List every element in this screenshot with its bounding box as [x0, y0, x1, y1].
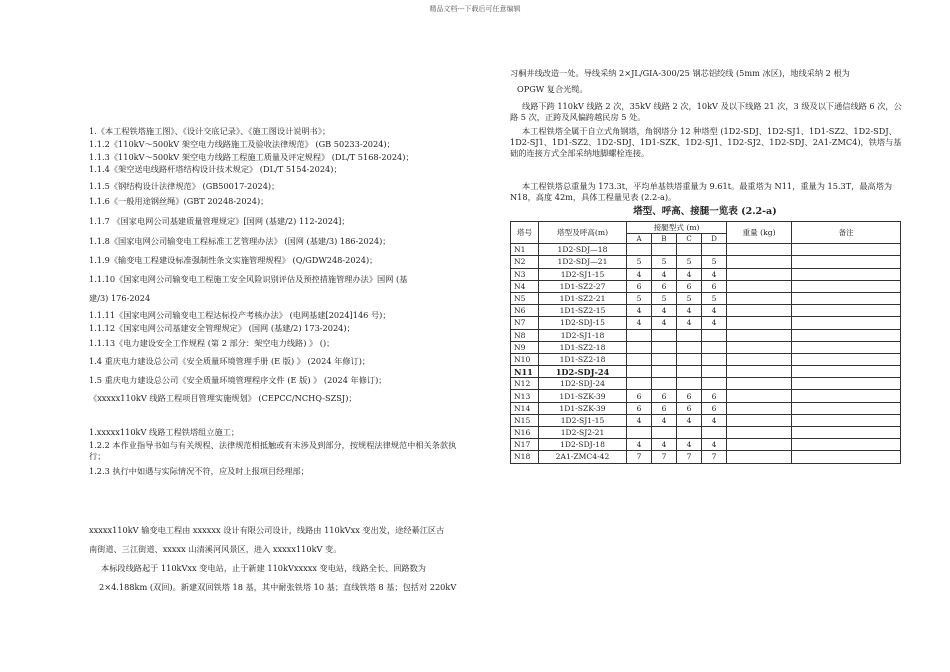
ref-line: 建/3) 176-2024 [89, 293, 151, 303]
cell-leg-b: 4 [652, 305, 677, 317]
table-row [511, 329, 901, 341]
overview-line: 2×4.188km (双回)。新建双回铁塔 18 基，其中耐张铁塔 10 基；直线铁塔 8 基；包括对 220kV [99, 582, 457, 592]
ref-line: 1.1.2《110kV～500kV 架空电力线路施工及验收法律规范》 (GB 50233-2024)； [89, 139, 395, 149]
cell-leg-a: 6 [627, 402, 652, 414]
cell-note [792, 341, 901, 353]
cell-leg-d: 4 [702, 268, 727, 280]
cell-note [792, 451, 901, 463]
cell-leg-b: 4 [652, 439, 677, 451]
cell-note [792, 244, 901, 256]
cell-leg-c [677, 329, 702, 341]
cell-note [792, 268, 901, 280]
cell-note [792, 317, 901, 329]
cell-tower-type: 1D1-SZK-39 [539, 390, 627, 402]
cell-leg-c: 5 [677, 292, 702, 304]
cell-leg-c: 4 [677, 268, 702, 280]
cell-leg-c [677, 353, 702, 365]
cell-weight [727, 402, 792, 414]
cell-leg-c: 6 [677, 280, 702, 292]
table-row [511, 292, 901, 304]
cell-weight [727, 305, 792, 317]
table-row [511, 378, 901, 390]
cell-leg-d: 4 [702, 439, 727, 451]
cell-leg-d [702, 378, 727, 390]
cell-leg-c: 4 [677, 439, 702, 451]
cell-tower-no: N6 [511, 305, 539, 317]
table-row [511, 268, 901, 280]
cell-leg-b: 7 [652, 451, 677, 463]
cell-leg-d: 6 [702, 280, 727, 292]
cell-leg-d [702, 244, 727, 256]
cell-weight [727, 366, 792, 378]
cell-tower-type: 2A1-ZMC4-42 [539, 451, 627, 463]
cell-note [792, 329, 901, 341]
cell-leg-d: 6 [702, 390, 727, 402]
cell-note [792, 256, 901, 268]
cell-leg-b [652, 329, 677, 341]
cell-note [792, 305, 901, 317]
cell-tower-no: N14 [511, 402, 539, 414]
table-row [511, 256, 901, 268]
ref-line: 1.1.13《电力建设安全工作规程 (第 2 部分：架空电力线路) 》 ()； [89, 338, 335, 348]
cell-leg-a [627, 244, 652, 256]
cell-leg-b [652, 427, 677, 439]
cell-tower-type: 1D2-SJ1-15 [539, 268, 627, 280]
org-line: 1.xxxxx110kV 线路工程铁塔组立施工； [89, 427, 240, 437]
cell-tower-no: N7 [511, 317, 539, 329]
cell-leg-a: 4 [627, 305, 652, 317]
cell-leg-c [677, 427, 702, 439]
cell-leg-d: 4 [702, 317, 727, 329]
col-header-weight: 重量 (kg) [727, 222, 792, 244]
col-header-a: A [627, 234, 652, 244]
table-row [511, 317, 901, 329]
cell-weight [727, 268, 792, 280]
cell-leg-c: 4 [677, 317, 702, 329]
desc-paragraph: 本工程铁塔全属于自立式角钢塔，角钢塔分 12 种塔型 (1D2-SDJ、1D2-SJ1、1D1-SZ2、1D2-SDJ、1D2-SJ1、1D1-SZ2、1D2-SDJ、1D1-SZK、1D2-SJ1、1D2-SJ2、1D2-SDJ、2A1-ZMC4)，铁塔与基础的连接方式全部采纳地脚螺栓连接。 [510, 126, 902, 158]
cell-tower-no: N12 [511, 378, 539, 390]
cell-weight [727, 439, 792, 451]
cell-tower-no: N18 [511, 451, 539, 463]
org-line: 1.2.2 本作业指导书如与有关规程、法律规范相抵触或有未涉及到部分，按规程法律规范中相关条款执行； [89, 440, 457, 461]
cell-leg-b: 4 [652, 317, 677, 329]
cell-leg-c: 6 [677, 402, 702, 414]
desc-line: OPGW 复合光缆。 [517, 84, 588, 94]
ref-line: 1.1.7 《国家电网公司基建质量管理规定》[国网 (基建/2) 112-2024]； [89, 216, 350, 226]
cell-tower-type: 1D2-SJ2-21 [539, 427, 627, 439]
cell-leg-b: 4 [652, 268, 677, 280]
cell-tower-no: N4 [511, 280, 539, 292]
cell-tower-no: N17 [511, 439, 539, 451]
tower-table [510, 221, 901, 464]
org-line: 1.2.3 执行中如遇与实际情况不符，应及时上报项目经理部； [89, 466, 309, 476]
table-row [511, 341, 901, 353]
cell-leg-d: 6 [702, 402, 727, 414]
cell-tower-no: N5 [511, 292, 539, 304]
ref-line: 1.《本工程铁塔施工图》、《设计交底记录》、《施工图设计说明书》； [89, 126, 331, 136]
cell-weight [727, 378, 792, 390]
cell-weight [727, 414, 792, 426]
cell-leg-b [652, 353, 677, 365]
ref-line: 1.1.9《输变电工程建设标准强制性条文实施管理规程》 (Q/GDW248-2024)； [89, 255, 378, 265]
cell-leg-b: 6 [652, 390, 677, 402]
overview-line: 本标段线路起于 110kVxx 变电站，止于新建 110kVxxxxx 变电站，线路全长、回路数为 [101, 563, 426, 573]
cell-leg-a [627, 353, 652, 365]
cell-weight [727, 390, 792, 402]
cell-tower-type: 1D2-SDJ-24 [539, 378, 627, 390]
cell-leg-b [652, 244, 677, 256]
cell-leg-b: 6 [652, 402, 677, 414]
cell-leg-a: 4 [627, 317, 652, 329]
cell-note [792, 414, 901, 426]
cell-leg-b [652, 341, 677, 353]
cell-note [792, 378, 901, 390]
cell-tower-type: 1D2-SJ1-18 [539, 329, 627, 341]
cell-tower-type: 1D1-SZ2-15 [539, 305, 627, 317]
table-row [511, 414, 901, 426]
cell-leg-a: 5 [627, 256, 652, 268]
cell-weight [727, 292, 792, 304]
cell-leg-a: 5 [627, 292, 652, 304]
table-row [511, 402, 901, 414]
cell-leg-a [627, 366, 652, 378]
cell-leg-c [677, 366, 702, 378]
cell-leg-d: 4 [702, 305, 727, 317]
cell-tower-type: 1D2-SDJ—21 [539, 256, 627, 268]
cell-note [792, 427, 901, 439]
cell-leg-d: 5 [702, 292, 727, 304]
cell-leg-d [702, 366, 727, 378]
cell-weight [727, 451, 792, 463]
cell-weight [727, 427, 792, 439]
cell-leg-c: 5 [677, 256, 702, 268]
table-row [511, 244, 901, 256]
table-row [511, 427, 901, 439]
cell-leg-a: 4 [627, 268, 652, 280]
ref-line: 1.1.5《钢结构设计法律规范》 (GB50017-2024)； [89, 181, 280, 191]
desc-paragraph: 线路下跨 110kV 线路 2 次，35kV 线路 2 次，10kV 及以下线路 21 次，3 级及以下通信线路 6 次，公路 5 次，正跨及风偏跨越民房 5 处。 [510, 101, 902, 122]
cell-leg-d [702, 353, 727, 365]
cell-note [792, 353, 901, 365]
cell-leg-b [652, 378, 677, 390]
cell-leg-b: 4 [652, 414, 677, 426]
ref-line: 1.5 重庆电力建设总公司《安全质量环境管理程序文件 (E 版) 》 (2024 年修订)； [89, 375, 387, 385]
col-header-c: C [677, 234, 702, 244]
cell-note [792, 439, 901, 451]
cell-note [792, 292, 901, 304]
cell-leg-a: 4 [627, 439, 652, 451]
cell-tower-type: 1D1-SZ2-21 [539, 292, 627, 304]
page-header: 精品文档---下载后可任意编辑 [429, 5, 521, 13]
ref-line: 1.1.10《国家电网公司输变电工程施工安全风险识别评估及预控措施管理办法》国网 (基 [89, 274, 408, 284]
cell-note [792, 280, 901, 292]
desc-line: 习桐井线改造一处。导线采纳 2×JL/GIA-300/25 钢芯铝绞线 (5mm 冰区)，地线采纳 2 根为 [510, 68, 850, 78]
overview-line: 南街道、三江街道、xxxxx 山清溪河风景区，进入 xxxxx110kV 变。 [89, 544, 342, 554]
cell-leg-d [702, 341, 727, 353]
cell-tower-type: 1D2-SDJ-18 [539, 439, 627, 451]
cell-leg-c [677, 378, 702, 390]
ref-line: 1.1.6《一般用途钢丝绳》(GBT 20248-2024)； [89, 196, 269, 206]
ref-line: 1.1.11《国家电网公司输变电工程达标投产考核办法》 (电网基建[2024]146 号)； [89, 310, 391, 320]
cell-tower-no: N9 [511, 341, 539, 353]
cell-leg-a: 6 [627, 280, 652, 292]
cell-tower-no: N1 [511, 244, 539, 256]
cell-weight [727, 329, 792, 341]
ref-line: 1.1.3《110kV～500kV 架空电力线路工程施工质量及评定规程》 (DL/T 5168-2024)； [89, 152, 414, 162]
cell-tower-no: N10 [511, 353, 539, 365]
cell-note [792, 366, 901, 378]
cell-leg-a: 4 [627, 414, 652, 426]
cell-leg-d: 7 [702, 451, 727, 463]
cell-tower-type: 1D2-SDJ-24 [539, 366, 627, 378]
cell-leg-d: 5 [702, 256, 727, 268]
col-header-d: D [702, 234, 727, 244]
cell-leg-b: 6 [652, 280, 677, 292]
cell-tower-no: N2 [511, 256, 539, 268]
ref-line: 《xxxxx110kV 线路工程项目管理实施规划》 (CEPCC/NCHQ-SZSJ)； [89, 393, 357, 403]
cell-leg-a [627, 427, 652, 439]
table-row [511, 305, 901, 317]
cell-tower-type: 1D1-SZ2-18 [539, 341, 627, 353]
cell-leg-c: 4 [677, 414, 702, 426]
cell-leg-a [627, 341, 652, 353]
cell-tower-type: 1D2-SJ1-15 [539, 414, 627, 426]
cell-leg-a [627, 329, 652, 341]
cell-weight [727, 280, 792, 292]
table-title: 塔型、呼高、接腿一览表 (2.2-a) [633, 206, 777, 217]
cell-leg-a: 6 [627, 390, 652, 402]
desc-paragraph: 本工程铁塔总重量为 173.3t，平均单基铁塔重量为 9.61t。最重塔为 N11，重量为 15.3T，最高塔为 N18，高度 42m，具体工程量见表 (2.2-a)。 [510, 181, 893, 202]
cell-tower-type: 1D1-SZK-39 [539, 402, 627, 414]
cell-weight [727, 256, 792, 268]
cell-leg-d: 4 [702, 414, 727, 426]
cell-tower-no: N13 [511, 390, 539, 402]
ref-line: 1.1.8《国家电网公司输变电工程标准工艺管理办法》 (国网 (基建/3) 186-2024)； [89, 236, 391, 246]
cell-leg-b [652, 366, 677, 378]
cell-leg-d [702, 427, 727, 439]
cell-leg-d [702, 329, 727, 341]
cell-weight [727, 317, 792, 329]
ref-line: 1.1.4《架空送电线路杆塔结构设计技术规定》 (DL/T 5154-2024)； [89, 164, 342, 174]
cell-note [792, 390, 901, 402]
cell-tower-no: N11 [511, 366, 539, 378]
cell-leg-b: 5 [652, 292, 677, 304]
cell-tower-type: 1D1-SZ2-18 [539, 353, 627, 365]
table-row [511, 390, 901, 402]
cell-leg-a [627, 378, 652, 390]
cell-leg-c [677, 341, 702, 353]
cell-leg-b: 5 [652, 256, 677, 268]
col-header-no: 塔号 [511, 222, 539, 244]
col-header-legs: 接腿型式 (m) [627, 222, 727, 234]
cell-note [792, 402, 901, 414]
table-row [511, 366, 901, 378]
cell-tower-no: N15 [511, 414, 539, 426]
cell-leg-c: 4 [677, 305, 702, 317]
cell-leg-c [677, 244, 702, 256]
cell-tower-type: 1D2-SDJ—18 [539, 244, 627, 256]
cell-leg-a: 7 [627, 451, 652, 463]
overview-line: xxxxx110kV 输变电工程由 xxxxxx 设计有限公司设计，线路由 110kVxx 变出发，途经綦江区古 [89, 525, 445, 535]
col-header-note: 备注 [792, 222, 901, 244]
cell-leg-c: 7 [677, 451, 702, 463]
col-header-type: 塔型及呼高(m) [539, 222, 627, 244]
table-row [511, 280, 901, 292]
table-row [511, 451, 901, 463]
cell-weight [727, 353, 792, 365]
cell-tower-no: N3 [511, 268, 539, 280]
table-row [511, 353, 901, 365]
cell-tower-type: 1D1-SZ2-27 [539, 280, 627, 292]
table-row [511, 439, 901, 451]
cell-weight [727, 244, 792, 256]
col-header-b: B [652, 234, 677, 244]
cell-tower-no: N16 [511, 427, 539, 439]
ref-line: 1.1.12《国家电网公司基建安全管理规定》 (国网 (基建/2) 173-2024)； [89, 323, 355, 333]
cell-tower-no: N8 [511, 329, 539, 341]
ref-line: 1.4 重庆电力建设总公司《安全质量环境管理手册 (E 版) 》 (2024 年修订)； [89, 356, 371, 366]
cell-tower-type: 1D2-SDJ-15 [539, 317, 627, 329]
cell-weight [727, 341, 792, 353]
cell-leg-c: 6 [677, 390, 702, 402]
